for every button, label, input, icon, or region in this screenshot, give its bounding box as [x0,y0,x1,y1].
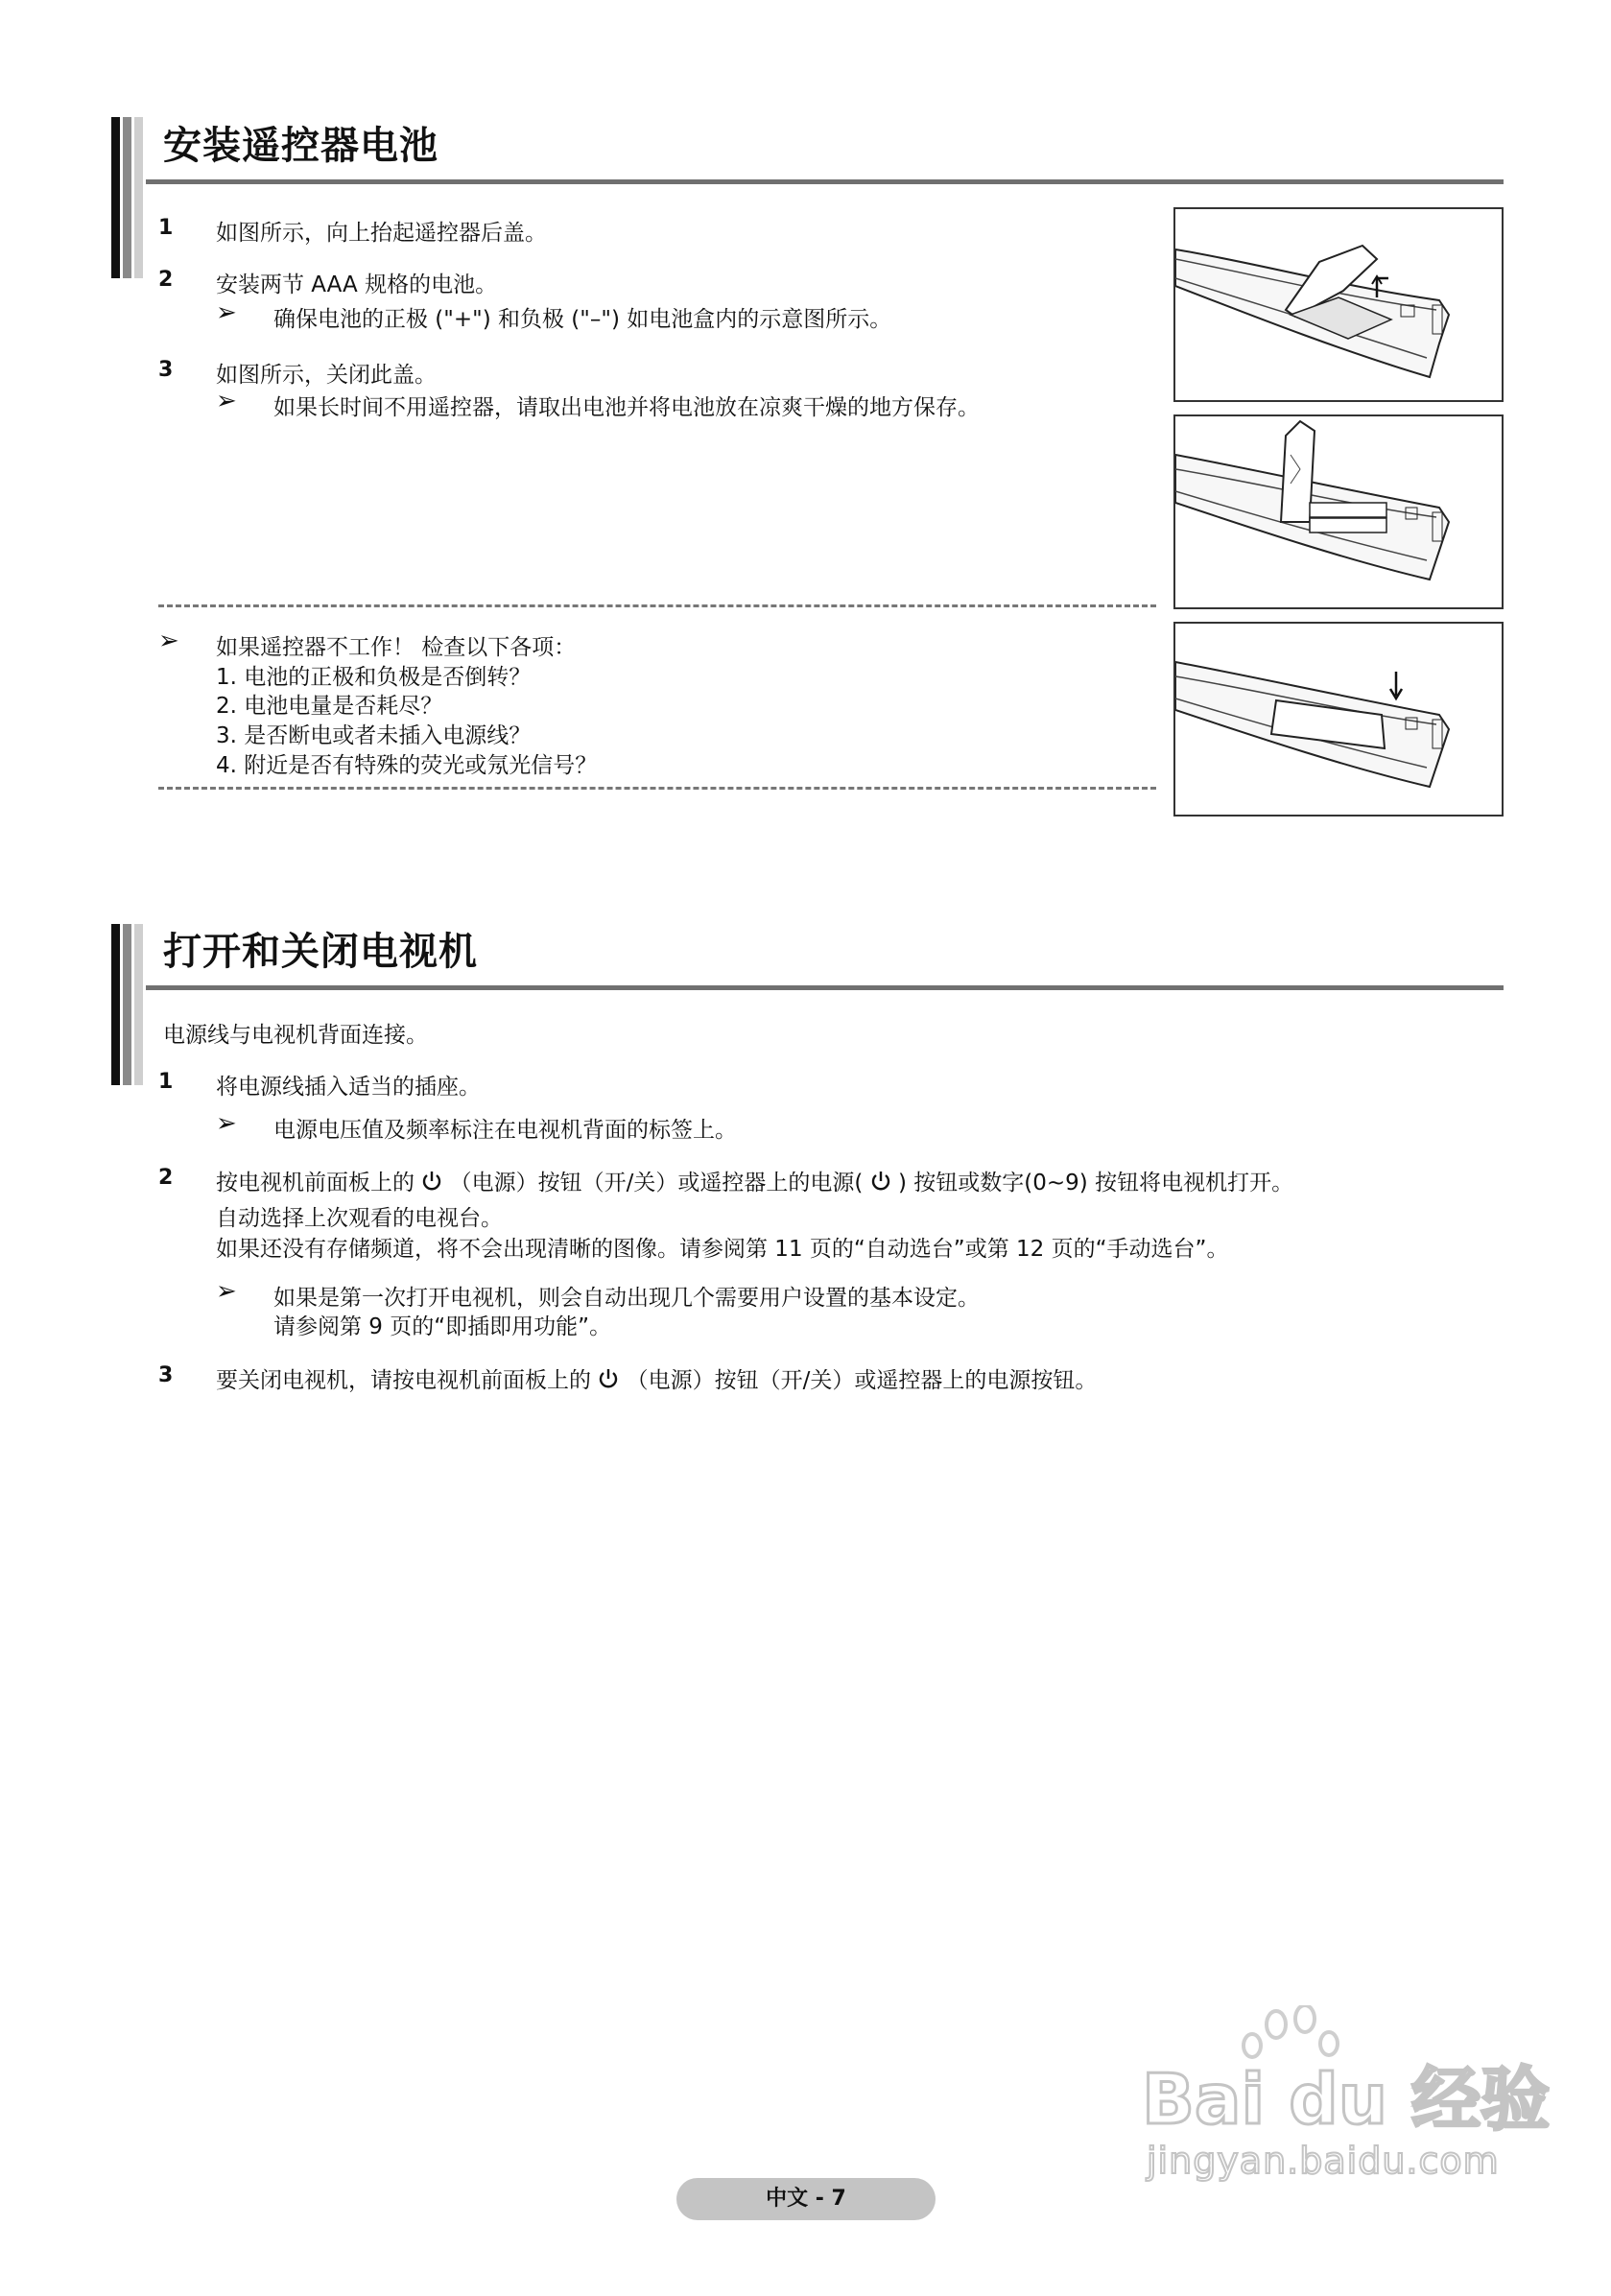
section-bar-mid [123,924,131,1085]
baidu-watermark [1142,2005,1551,2197]
step-text: 将电源线插入适当的插座。 [216,1075,481,1100]
step-number: 2 [158,268,174,292]
note-text: 请参阅第 9 页的“即插即用功能”。 [273,1314,612,1339]
trouble-item: 1. 电池的正极和负极是否倒转？ [216,665,532,690]
section1-rule [146,179,1504,184]
step-text [216,1362,1097,1394]
step-text: 自动选择上次观看的电视台。 [216,1206,503,1231]
step-text: 如图所示，向上抬起遥控器后盖。 [216,221,547,246]
step-number: 2 [158,1166,174,1190]
power-icon [421,1170,442,1195]
power-icon [598,1367,619,1393]
note-text: 如果是第一次打开电视机，则会自动出现几个需要用户设置的基本设定。 [273,1286,980,1311]
step-number: 1 [158,1070,174,1094]
step-text: 如果还没有存储频道，将不会出现清晰的图像。请参阅第 11 页的“自动选台”或第 12 页的“手动选台”。 [216,1237,1229,1262]
arrowhead-icon: ➢ [216,1109,237,1138]
section2-intro: 电源线与电视机背面连接。 [163,1023,428,1048]
step-text-part: 要关闭电视机，请按电视机前面板上的 [216,1368,591,1393]
section2-rule [146,985,1504,990]
arrowhead-icon: ➢ [158,627,179,655]
step-number: 3 [158,1363,174,1387]
section-bar-mid [123,117,131,278]
arrowhead-icon: ➢ [216,1277,237,1306]
figure-insert-batteries [1173,414,1504,609]
arrowhead-icon: ➢ [216,387,237,415]
section-bar-dark [111,924,120,1085]
trouble-item: 3. 是否断电或者未插入电源线？ [216,723,532,748]
step-text-part: ) 按钮或数字(0~9) 按钮将电视机打开。 [897,1171,1294,1195]
note-text: 如果长时间不用遥控器，请取出电池并将电池放在凉爽干燥的地方保存。 [273,395,980,420]
note-text: 电源电压值及频率标注在电视机背面的标签上。 [273,1118,737,1143]
section2-title: 打开和关闭电视机 [163,930,478,974]
dashed-divider [158,604,1156,607]
step-number: 3 [158,358,174,382]
step-text [216,1165,1293,1196]
step-text-part: （电源）按钮（开/关）或遥控器上的电源按钮。 [626,1368,1098,1393]
step-text-part: 按电视机前面板上的 [216,1171,415,1195]
section-bar-light [134,924,143,1085]
dashed-divider [158,787,1156,790]
trouble-item: 4. 附近是否有特殊的荧光或氖光信号？ [216,753,598,778]
step-number: 1 [158,216,174,240]
step-text: 如图所示，关闭此盖。 [216,363,437,388]
power-icon [870,1170,891,1195]
watermark-brand: Bai du 经验 [1142,2059,1551,2140]
arrowhead-icon: ➢ [216,298,237,327]
note-text: 确保电池的正极 ("+") 和负极 ("–") 如电池盒内的示意图所示。 [273,307,892,332]
section-bar-light [134,117,143,278]
section1-title: 安装遥控器电池 [163,124,438,168]
figure-open-cover [1173,207,1504,402]
trouble-heading: 如果遥控器不工作！ 检查以下各项： [216,635,577,660]
watermark-url: jingyan.baidu.com [1147,2140,1500,2182]
section-bar-dark [111,117,120,278]
step-text-part: （电源）按钮（开/关）或遥控器上的电源( [449,1171,864,1195]
step-text: 安装两节 AAA 规格的电池。 [216,272,498,297]
page-number-badge: 中文 - 7 [676,2178,936,2220]
trouble-item: 2. 电池电量是否耗尽？ [216,694,443,719]
figure-close-cover [1173,622,1504,817]
